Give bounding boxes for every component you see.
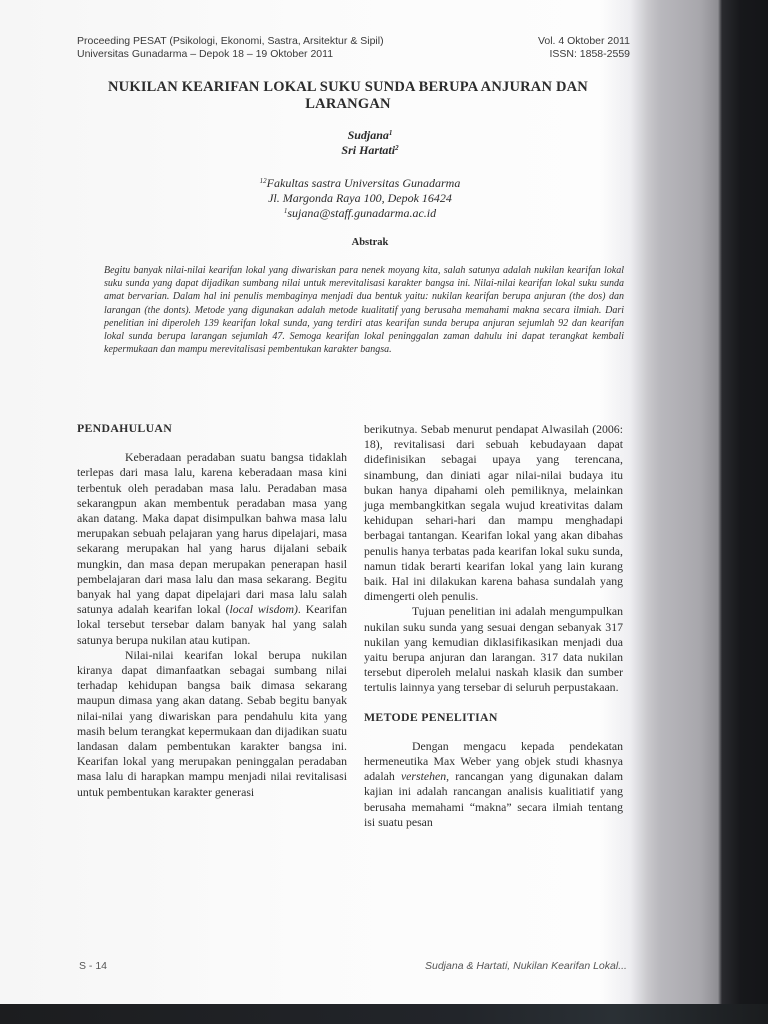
proceeding-name: Proceeding PESAT (Psikologi, Ekonomi, Sastra, Arsitektur & Sipil) (77, 35, 384, 47)
affiliation (190, 176, 530, 221)
paragraph: Nilai-nilai kearifan lokal berupa nukilan kiranya dapat dimanfaatkan sebagai sumbang nilai terhadap kehidupan bangsa baik dimasa sekarang maupun dimasa yang akan datang. Sebab begitu banyak nilai-nilai yang diwariskan para pendahulu kita yang masih belum terangkat kepermukaan dan dijadikan suatu landasan dalam pembentukan karakter bangsa ini. Kearifan lokal yang merupakan peninggalan peradaban masa lalu di harapkan mampu menjadi nilai revitalisasi untuk pembentukan karakter generasi (77, 647, 347, 799)
column-right (364, 422, 623, 830)
volume-header (538, 35, 630, 61)
volume-info: Vol. 4 Oktober 2011 (537, 35, 630, 47)
abstract-text: Begitu banyak nilai-nilai kearifan lokal yang diwariskan para nenek moyang kita, salah satunya adalah nukilan kearifan lokal suku sunda yang dapat dijadikan sumbang nilai untuk merevitalisasi karakter bangsa ini. Nilai-nilai kearifan lokal suku sunda amat bervarian. Dalam hal ini penulis membaginya menjadi dua bentuk yaitu: nukilan kearifan berupa anjuran (the dos) dan larangan (the donts). Metode yang digunakan adalah metode kualitatif yang berusaha memahami makna secara ilmiah. Dari penelitian ini diperoleh 139 kearifan lokal sunda, yang terdiri atas kearifan sunda berupa anjuran sejumlah 92 dan kearifan lokal sunda berupa larangan sejumlah 47. Semoga kearifan lokal peninggalan zaman dahulu ini dapat terangkat kembali kepermukaan dan mampu merevitalisasi pembentukan karakter bangsa. (104, 265, 624, 356)
paragraph: Keberadaan peradaban suatu bangsa tidaklah terlepas dari masa lalu, karena keberadaan masa kini terbentuk oleh peradaban masa lalu. Peradaban masa sekarangpun akan membentuk peradaban masa yang akan datang. Maka dapat disimpulkan bahwa masa lalu merupakan sebuah pelajaran yang harus dipelajari, masa sekarang merupakan hal yang harus dijalani sebaik mungkin, dan masa depan merupakan penerapan hasil pembelajaran dari masa lalu dan masa sekarang. Begitu banyak hal yang dapat dipelajari dari masa lalu salah satunya adalah kearifan lokal (local wisdom). Kearifan lokal tersebut tersebar dalam banyak hal yang salah satunya berupa nukilan atau kutipan. (77, 450, 347, 647)
paragraph-continued: berikutnya. Sebab menurut pendapat Alwasilah (2006: 18), revitalisasi dari sebuah kebudayaan dapat didefinisikan sebagai upaya yang terencana, sinambung, dan diniati agar nilai-nilai budaya itu bukan hanya dipahami oleh pemiliknya, melainkan juga membangkitkan segala wujud kreativitas dalam kehidupan sehari-hari dan mampu menghadapi berbagai tantangan. Kearifan lokal yang akan dibahas penulis hanya terbatas pada kearifan lokal suku sunda, namun tidak berarti kearifan lokal yang lain kurang baik. Hal ini dilakukan karena bahasa sundalah yang dimengerti oleh penulis. (364, 422, 623, 604)
paragraph: Tujuan penelitian ini adalah mengumpulkan nukilan suku sunda yang sesuai dengan sebanyak 317 nukilan yang kemudian diklasifikasikan menjadi dua yaitu berupa anjuran dan larangan. 317 data nukilan tersebut diperoleh melalui naskah klasik dan sumber tertulis lainnya yang tersebar di seluruh perpustakaan. (364, 604, 623, 695)
address: Jl. Margonda Raya 100, Depok 16424 (268, 191, 452, 205)
abstract-heading: Abstrak (351, 237, 389, 248)
title-line-1: NUKILAN KEARIFAN LOKAL SUKU SUNDA BERUPA ANJURAN DAN (108, 79, 588, 95)
author: Sri Hartati$^2$ (341, 143, 399, 157)
scan-background (0, 1004, 768, 1024)
title-line-2: LARANGAN (305, 96, 391, 112)
institution: $^{12}$Fakultas sastra Universitas Gunadarma (259, 176, 461, 190)
proceeding-header (77, 35, 384, 61)
paragraph: Dengan mengacu kepada pendekatan hermeneutika Max Weber yang objek studi khasnya adalah verstehen, rancangan yang digunakan dalam kajian ini adalah rancangan analisis kualitiatif yang berusaha memahami “makna” secara ilmiah tentang isi suatu pesan (364, 738, 624, 829)
email: $^1$sujana@staff.gunadarma.ac.id (283, 206, 437, 220)
proceeding-venue: Universitas Gunadarma – Depok 18 – 19 Oktober 2011 (77, 48, 334, 60)
section-heading-metode: METODE PENELITIAN (364, 709, 498, 724)
page-number: S - 14 (79, 960, 108, 972)
issn: ISSN: 1858-2559 (549, 48, 630, 60)
author: Sudjana$^1$ (347, 128, 393, 142)
column-left (77, 421, 347, 800)
section-heading-pendahuluan: PENDAHULUAN (77, 421, 173, 435)
author-list (220, 128, 520, 158)
paper-title (70, 79, 626, 113)
running-title: Sudjana & Hartati, Nukilan Kearifan Lokal... (425, 960, 627, 972)
